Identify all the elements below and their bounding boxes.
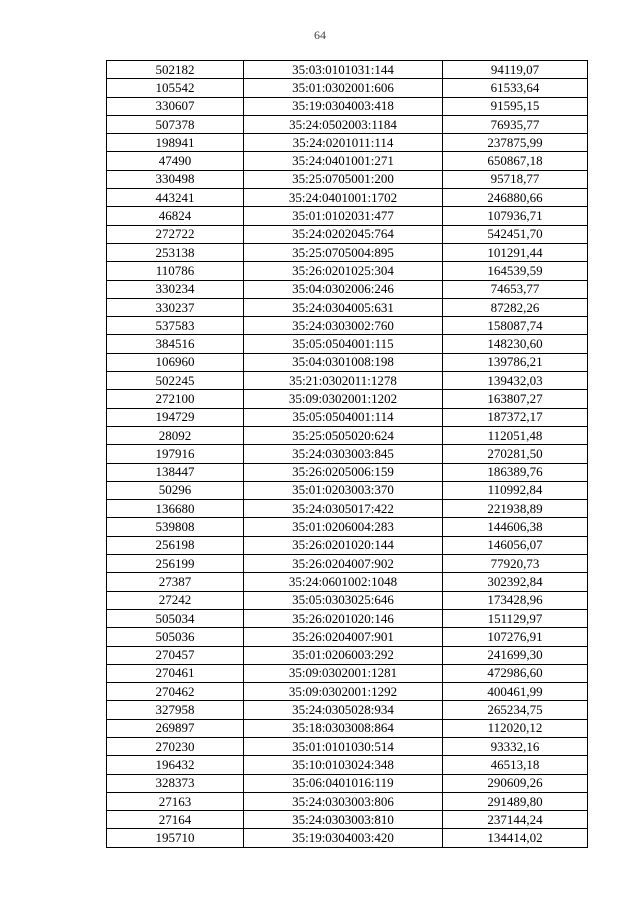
record-id-cell: 27242 (107, 591, 244, 609)
cadastral-number-cell: 35:24:0305017:422 (244, 500, 443, 518)
record-id-cell: 50296 (107, 481, 244, 499)
cadastral-number-cell: 35:09:0302001:1292 (244, 683, 443, 701)
record-id-cell: 110786 (107, 262, 244, 280)
table-row (107, 280, 588, 298)
cadastral-number-cell: 35:24:0502003:1184 (244, 115, 443, 133)
table-row (107, 463, 588, 481)
table-row (107, 500, 588, 518)
cadastral-number-cell: 35:01:0206004:283 (244, 518, 443, 536)
value-cell: 139786,21 (443, 353, 588, 371)
record-id-cell: 27387 (107, 573, 244, 591)
cadastral-number-cell: 35:26:0201025:304 (244, 262, 443, 280)
cadastral-number-cell: 35:05:0504001:114 (244, 408, 443, 426)
table-row (107, 664, 588, 682)
record-id-cell: 196432 (107, 756, 244, 774)
value-cell: 61533,64 (443, 79, 588, 97)
table-row (107, 61, 588, 79)
table-row (107, 628, 588, 646)
cadastral-number-cell: 35:05:0504001:115 (244, 335, 443, 353)
value-cell: 91595,15 (443, 97, 588, 115)
record-id-cell: 270457 (107, 646, 244, 664)
record-id-cell: 47490 (107, 152, 244, 170)
table-row (107, 719, 588, 737)
cadastral-number-cell: 35:18:0303008:864 (244, 719, 443, 737)
record-id-cell: 384516 (107, 335, 244, 353)
record-id-cell: 330234 (107, 280, 244, 298)
value-cell: 270281,50 (443, 445, 588, 463)
cadastral-number-cell: 35:24:0202045:764 (244, 225, 443, 243)
table-row (107, 317, 588, 335)
value-cell: 291489,80 (443, 792, 588, 810)
cadastral-number-cell: 35:01:0206003:292 (244, 646, 443, 664)
cadastral-number-cell: 35:09:0302001:1202 (244, 390, 443, 408)
record-id-cell: 330237 (107, 298, 244, 316)
value-cell: 95718,77 (443, 170, 588, 188)
record-id-cell: 270462 (107, 683, 244, 701)
record-id-cell: 502182 (107, 61, 244, 79)
cadastral-number-cell: 35:26:0204007:902 (244, 555, 443, 573)
value-cell: 221938,89 (443, 500, 588, 518)
value-cell: 472986,60 (443, 664, 588, 682)
cadastral-number-cell: 35:24:0305028:934 (244, 701, 443, 719)
table-row (107, 811, 588, 829)
table-row (107, 481, 588, 499)
cadastral-number-cell: 35:24:0303003:845 (244, 445, 443, 463)
table-row (107, 555, 588, 573)
table-row (107, 262, 588, 280)
cadastral-number-cell: 35:01:0101030:514 (244, 737, 443, 755)
value-cell: 112020,12 (443, 719, 588, 737)
table-row (107, 518, 588, 536)
record-id-cell: 270230 (107, 737, 244, 755)
cadastral-number-cell: 35:24:0401001:1702 (244, 189, 443, 207)
cadastral-number-cell: 35:06:0401016:119 (244, 774, 443, 792)
value-cell: 146056,07 (443, 536, 588, 554)
record-id-cell: 272722 (107, 225, 244, 243)
cadastral-number-cell: 35:24:0401001:271 (244, 152, 443, 170)
table-row (107, 426, 588, 444)
table-row (107, 573, 588, 591)
cadastral-number-cell: 35:05:0303025:646 (244, 591, 443, 609)
record-id-cell: 105542 (107, 79, 244, 97)
value-cell: 144606,38 (443, 518, 588, 536)
record-id-cell: 443241 (107, 189, 244, 207)
record-id-cell: 328373 (107, 774, 244, 792)
value-cell: 107276,91 (443, 628, 588, 646)
cadastral-number-cell: 35:25:0705001:200 (244, 170, 443, 188)
record-id-cell: 256199 (107, 555, 244, 573)
cadastral-number-cell: 35:04:0302006:246 (244, 280, 443, 298)
value-cell: 290609,26 (443, 774, 588, 792)
table-row (107, 298, 588, 316)
value-cell: 101291,44 (443, 243, 588, 261)
record-id-cell: 194729 (107, 408, 244, 426)
table-row (107, 372, 588, 390)
value-cell: 164539,59 (443, 262, 588, 280)
record-id-cell: 256198 (107, 536, 244, 554)
table-row (107, 335, 588, 353)
table-row (107, 225, 588, 243)
table-row (107, 737, 588, 755)
table-row (107, 536, 588, 554)
value-cell: 186389,76 (443, 463, 588, 481)
table-row (107, 408, 588, 426)
value-cell: 93332,16 (443, 737, 588, 755)
table-row (107, 152, 588, 170)
value-cell: 302392,84 (443, 573, 588, 591)
record-id-cell: 28092 (107, 426, 244, 444)
table-row (107, 792, 588, 810)
cadastral-number-cell: 35:24:0303002:760 (244, 317, 443, 335)
value-cell: 77920,73 (443, 555, 588, 573)
cadastral-number-cell: 35:24:0304005:631 (244, 298, 443, 316)
value-cell: 112051,48 (443, 426, 588, 444)
table-row (107, 445, 588, 463)
table-row (107, 591, 588, 609)
table-row (107, 390, 588, 408)
record-id-cell: 505036 (107, 628, 244, 646)
value-cell: 151129,97 (443, 609, 588, 627)
table-row (107, 646, 588, 664)
table-row (107, 207, 588, 225)
cadastral-number-cell: 35:01:0203003:370 (244, 481, 443, 499)
value-cell: 139432,03 (443, 372, 588, 390)
cadastral-number-cell: 35:19:0304003:418 (244, 97, 443, 115)
record-id-cell: 507378 (107, 115, 244, 133)
value-cell: 74653,77 (443, 280, 588, 298)
value-cell: 237875,99 (443, 134, 588, 152)
value-cell: 246880,66 (443, 189, 588, 207)
record-id-cell: 270461 (107, 664, 244, 682)
table-row (107, 774, 588, 792)
value-cell: 187372,17 (443, 408, 588, 426)
record-id-cell: 198941 (107, 134, 244, 152)
cadastral-number-cell: 35:10:0103024:348 (244, 756, 443, 774)
record-id-cell: 138447 (107, 463, 244, 481)
cadastral-number-cell: 35:19:0304003:420 (244, 829, 443, 847)
record-id-cell: 253138 (107, 243, 244, 261)
cadastral-number-cell: 35:01:0102031:477 (244, 207, 443, 225)
value-cell: 265234,75 (443, 701, 588, 719)
table-row (107, 353, 588, 371)
table-row (107, 134, 588, 152)
table-row (107, 609, 588, 627)
value-cell: 134414,02 (443, 829, 588, 847)
table-row (107, 97, 588, 115)
cadastral-number-cell: 35:21:0302011:1278 (244, 372, 443, 390)
record-id-cell: 106960 (107, 353, 244, 371)
record-id-cell: 195710 (107, 829, 244, 847)
value-cell: 542451,70 (443, 225, 588, 243)
value-cell: 173428,96 (443, 591, 588, 609)
value-cell: 241699,30 (443, 646, 588, 664)
cadastral-number-cell: 35:04:0301008:198 (244, 353, 443, 371)
table-row (107, 756, 588, 774)
value-cell: 237144,24 (443, 811, 588, 829)
table-row (107, 189, 588, 207)
table-row (107, 683, 588, 701)
record-id-cell: 539808 (107, 518, 244, 536)
record-id-cell: 330607 (107, 97, 244, 115)
value-cell: 400461,99 (443, 683, 588, 701)
cadastral-number-cell: 35:09:0302001:1281 (244, 664, 443, 682)
value-cell: 110992,84 (443, 481, 588, 499)
data-table (106, 60, 588, 848)
record-id-cell: 27164 (107, 811, 244, 829)
value-cell: 148230,60 (443, 335, 588, 353)
table-body (107, 61, 588, 848)
record-id-cell: 269897 (107, 719, 244, 737)
cadastral-number-cell: 35:24:0303003:806 (244, 792, 443, 810)
record-id-cell: 505034 (107, 609, 244, 627)
value-cell: 76935,77 (443, 115, 588, 133)
table-row (107, 79, 588, 97)
value-cell: 107936,71 (443, 207, 588, 225)
record-id-cell: 136680 (107, 500, 244, 518)
cadastral-number-cell: 35:26:0201020:146 (244, 609, 443, 627)
page-number: 64 (314, 28, 326, 42)
cadastral-number-cell: 35:24:0201011:114 (244, 134, 443, 152)
cadastral-number-cell: 35:25:0705004:895 (244, 243, 443, 261)
record-id-cell: 27163 (107, 792, 244, 810)
cadastral-number-cell: 35:24:0601002:1048 (244, 573, 443, 591)
record-id-cell: 502245 (107, 372, 244, 390)
value-cell: 94119,07 (443, 61, 588, 79)
table-row (107, 115, 588, 133)
record-id-cell: 327958 (107, 701, 244, 719)
table-row (107, 170, 588, 188)
record-id-cell: 330498 (107, 170, 244, 188)
cadastral-number-cell: 35:01:0302001:606 (244, 79, 443, 97)
cadastral-number-cell: 35:24:0303003:810 (244, 811, 443, 829)
cadastral-number-cell: 35:26:0204007:901 (244, 628, 443, 646)
table-row (107, 829, 588, 847)
record-id-cell: 537583 (107, 317, 244, 335)
table-row (107, 701, 588, 719)
value-cell: 650867,18 (443, 152, 588, 170)
cadastral-number-cell: 35:26:0201020:144 (244, 536, 443, 554)
cadastral-number-cell: 35:25:0505020:624 (244, 426, 443, 444)
record-id-cell: 272100 (107, 390, 244, 408)
cadastral-number-cell: 35:03:0101031:144 (244, 61, 443, 79)
record-id-cell: 197916 (107, 445, 244, 463)
value-cell: 87282,26 (443, 298, 588, 316)
value-cell: 158087,74 (443, 317, 588, 335)
value-cell: 163807,27 (443, 390, 588, 408)
cadastral-number-cell: 35:26:0205006:159 (244, 463, 443, 481)
table-row (107, 243, 588, 261)
value-cell: 46513,18 (443, 756, 588, 774)
record-id-cell: 46824 (107, 207, 244, 225)
